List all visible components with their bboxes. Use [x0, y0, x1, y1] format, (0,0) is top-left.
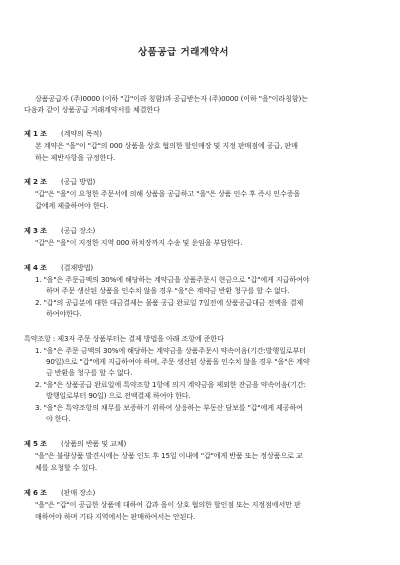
- article-4-heading: 제 4 조: [24, 263, 47, 272]
- article-6-line-1: "을"은 "갑"이 공급한 상품에 대하여 갑과 을이 상호 협의한 할인점 또는 지정점에서만 판: [35, 500, 301, 509]
- article-4-line-2: 하며 주문 생산된 상품을 인수치 않을 경우 "을"은 계약금 반환 청구를 할 수 없다.: [46, 286, 290, 295]
- special-clause-line-4: 2. "을"은 상품공급 완료일에 특약조항 1항에 의거 계약금을 제외한 잔금을 약속어음(기간:: [35, 380, 306, 389]
- article-2-line-1: "갑"은 "을"이 요청한 주문서에 의해 상품을 공급하고 "을"은 상품 인수 후 즉시 인수증을: [35, 189, 301, 198]
- article-5-line-1: "을"은 불량상품 발견시에는 상품 인도 후 15일 이내에 "갑"에게 반품 또는 정상품으로 교: [35, 451, 303, 460]
- special-clause-line-5: 발행일로부터 90일) 으로 전액결제 하여야 한다.: [46, 391, 191, 400]
- article-1-line-1: 본 계약은 "을"이 "갑"의 000 상품을 상호 협의한 할인매장 및 지정 판매점에 공급, 판매: [35, 141, 298, 150]
- document-title: 상품공급 거래계약서: [138, 47, 229, 58]
- article-4-line-1: 1. "을"은 주문금액의 30%에 해당하는 계약금을 상품주문시 현금으로 "갑"에게 지급하여야: [35, 275, 310, 284]
- article-4-title: (결재방법): [61, 263, 94, 272]
- article-2-title: (공급 방법): [61, 177, 96, 186]
- article-5-heading: 제 5 조: [24, 439, 47, 448]
- article-3-title: (공급 장소): [61, 226, 96, 235]
- article-4-line-3: 2. "갑"의 공급분에 대한 대금결제는 물품 공급 완료일 7일전에 상품공급대금 전액을 결제: [35, 298, 304, 307]
- article-3-line-1: "갑"은 "을"이 지정한 지역 000 하치장까지 수송 및 운임을 부담한다.: [35, 238, 243, 247]
- intro-line-1: 상품공급자 (주)0000 (이하 "갑"이라 칭함)과 공급받는자 (주)0000 (이하 "을"이라칭함)는: [35, 94, 308, 103]
- article-6-title: (판매 장소): [61, 488, 96, 497]
- special-clause-line-7: 야 한다.: [46, 414, 71, 423]
- article-5-line-2: 체를 요청할 수 있다.: [35, 463, 98, 472]
- article-1-line-2: 하는 제반사항을 규정한다.: [35, 153, 116, 162]
- special-clause-line-6: 3. "을"은 특약조항의 채무를 보증하기 위하여 상응하는 부동산 담보를 "갑"에게 제공하여: [35, 403, 303, 412]
- special-clause-line-3: 금 반환을 청구를 할 수 없다.: [46, 368, 133, 377]
- article-3-heading: 제 3 조: [24, 226, 47, 235]
- article-4-line-4: 하여야한다.: [46, 309, 82, 318]
- article-1-title: (계약의 목적): [61, 129, 102, 138]
- article-1-heading: 제 1 조: [24, 129, 47, 138]
- article-6-line-2: 매하여야 하며 기타 지역에서는 판매하여서는 안된다.: [35, 512, 196, 521]
- special-clause-line-2: 90일)으로 "갑"에게 지급하여야 하며, 주문 생산된 상품을 인수치 않을 경우 "을"은 계약: [46, 357, 310, 366]
- article-2-line-2: 갑에게 제출하여야 한다.: [35, 201, 109, 210]
- special-clause-line-1: 1. "을"은 주문 금액의 30%에 해당하는 계약금을 상품주문시 약속어음(기간:발행일로부터: [35, 346, 306, 355]
- intro-line-2: 다음과 같이 상품공급 거래계약서를 체결한다: [24, 105, 160, 114]
- special-clause-heading: 특약조항 : 제3자 주문 상품부터는 결제 방법을 아래 조항에 준한다: [24, 334, 224, 343]
- article-6-heading: 제 6 조: [24, 488, 47, 497]
- article-5-title: (상품의 반품 및 교체): [61, 439, 127, 448]
- article-2-heading: 제 2 조: [24, 177, 47, 186]
